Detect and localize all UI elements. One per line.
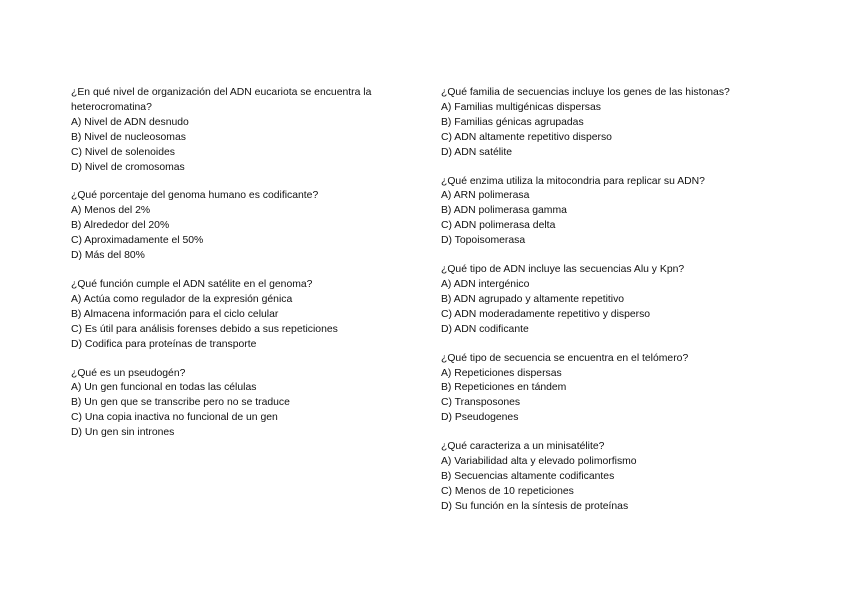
answer-option: B) ADN polimerasa gamma: [441, 205, 567, 217]
answer-option: A) Un gen funcional en todas las células: [71, 382, 257, 394]
answer-options: [71, 381, 401, 441]
question-text: ¿Qué es un pseudogén?: [71, 367, 186, 379]
answer-option: D) ADN codificante: [441, 323, 529, 335]
answer-option: C) Aproximadamente el 50%: [71, 235, 204, 247]
answer-options: [441, 101, 781, 161]
answer-options: [71, 204, 401, 264]
answer-option: A) ADN intergénico: [441, 278, 530, 290]
answer-options: [441, 455, 781, 515]
answer-option: B) Un gen que se transcribe pero no se traduce: [71, 397, 290, 409]
answer-option: D) Nivel de cromosomas: [71, 161, 185, 173]
question-text: ¿Qué caracteriza a un minisatélite?: [441, 441, 605, 453]
question-text: ¿Qué función cumple el ADN satélite en el genoma?: [71, 278, 313, 290]
question-block: [71, 86, 401, 175]
question-text: ¿En qué nivel de organización del ADN eucariota se encuentra la heterocromatina?: [71, 87, 372, 113]
answer-option: A) Menos del 2%: [71, 205, 151, 217]
answer-option: D) Un gen sin intrones: [71, 427, 175, 439]
answer-option: B) Alrededor del 20%: [71, 220, 170, 232]
answer-option: C) ADN polimerasa delta: [441, 220, 556, 232]
question-block: [441, 263, 781, 338]
answer-option: B) Secuencias altamente codificantes: [441, 470, 615, 482]
answer-option: D) ADN satélite: [441, 146, 513, 158]
answer-option: B) Familias génicas agrupadas: [441, 116, 584, 128]
question-block: [441, 440, 781, 515]
answer-options: [71, 116, 401, 176]
answer-option: D) Su función en la síntesis de proteínas: [441, 500, 629, 512]
answer-option: C) ADN altamente repetitivo disperso: [441, 131, 612, 143]
left-column: [71, 86, 401, 455]
answer-option: A) Repeticiones dispersas: [441, 367, 562, 379]
answer-option: D) Topoisomerasa: [441, 235, 526, 247]
answer-option: C) Es útil para análisis forenses debido a sus repeticiones: [71, 323, 338, 335]
answer-options: [441, 367, 781, 427]
answer-option: D) Más del 80%: [71, 250, 145, 262]
answer-option: D) Codifica para proteínas de transporte: [71, 338, 257, 350]
answer-option: C) Una copia inactiva no funcional de un gen: [71, 412, 278, 424]
answer-options: [441, 189, 781, 249]
answer-option: B) Nivel de nucleosomas: [71, 131, 186, 143]
answer-option: C) Transposones: [441, 397, 521, 409]
question-block: [71, 189, 401, 264]
answer-option: B) Almacena información para el ciclo celular: [71, 308, 279, 320]
question-text: ¿Qué enzima utiliza la mitocondria para replicar su ADN?: [441, 175, 705, 187]
question-block: [441, 352, 781, 427]
answer-option: A) Variabilidad alta y elevado polimorfismo: [441, 456, 637, 468]
answer-option: C) ADN moderadamente repetitivo y disperso: [441, 308, 651, 320]
answer-option: A) Nivel de ADN desnudo: [71, 116, 189, 128]
question-block: [441, 175, 781, 250]
question-block: [71, 278, 401, 353]
question-block: [71, 367, 401, 442]
question-text: ¿Qué tipo de ADN incluye las secuencias Alu y Kpn?: [441, 264, 685, 276]
answer-option: B) Repeticiones en tándem: [441, 382, 567, 394]
question-text: ¿Qué porcentaje del genoma humano es codificante?: [71, 190, 319, 202]
answer-option: A) Familias multigénicas dispersas: [441, 101, 601, 113]
answer-option: B) ADN agrupado y altamente repetitivo: [441, 293, 625, 305]
answer-options: [441, 278, 781, 338]
answer-option: D) Pseudogenes: [441, 412, 519, 424]
answer-options: [71, 293, 401, 353]
answer-option: C) Menos de 10 repeticiones: [441, 485, 574, 497]
answer-option: A) Actúa como regulador de la expresión génica: [71, 293, 293, 305]
question-text: ¿Qué tipo de secuencia se encuentra en el telómero?: [441, 352, 689, 364]
answer-option: A) ARN polimerasa: [441, 190, 530, 202]
question-text: ¿Qué familia de secuencias incluye los genes de las histonas?: [441, 87, 730, 98]
answer-option: C) Nivel de solenoides: [71, 146, 175, 158]
question-block: [441, 86, 781, 161]
right-column: [441, 86, 781, 529]
